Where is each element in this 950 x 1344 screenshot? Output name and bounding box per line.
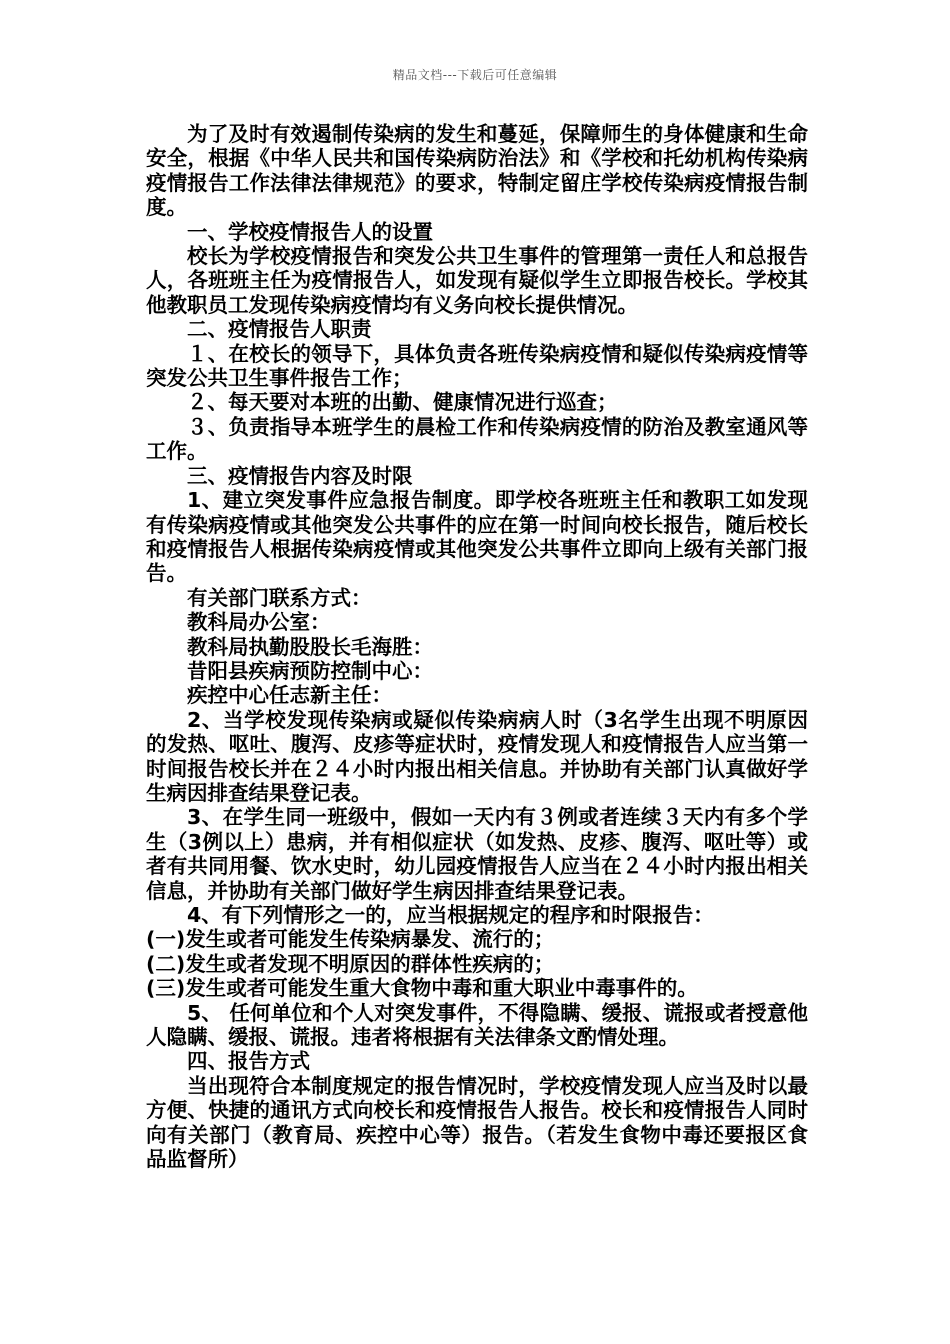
intro-paragraph: 为了及时有效遏制传染病的发生和蔓延，保障师生的身体健康和生命安全，根据《中华人民共和国传染病防治法》和《学校和托幼机构传染病疫情报告工作法律法律规范》的要求，特制定留庄学校传染病疫情报告制度。 [146, 122, 808, 220]
contact-line-duty-chief: 教科局执勤股股长毛海胜： [187, 634, 433, 659]
report-item-4: 4、有下列情形之一的，应当根据规定的程序和时限报告： [187, 903, 714, 927]
case-item-2: (二)发生或者发现不明原因的群体性疾病的； [146, 951, 555, 976]
contact-line-cdc: 昔阳县疾病预防控制中心： [187, 658, 433, 683]
case-item-1: (一)发生或者可能发生传染病暴发、流行的； [146, 927, 555, 952]
contact-line-office: 教科局办公室： [187, 610, 331, 635]
page-header: 精品文档---下载后可任意编辑 [392, 68, 558, 82]
section-heading-1: 一、学校疫情报告人的设置 [187, 219, 433, 244]
report-item-2: 2、当学校发现传染病或疑似传染病病人时（3名学生出现不明原因的发热、呕吐、腹泻、皮疹等症状时，疫情发现人和疫情报告人应当第一时间报告校长并在２４小时内报出相关信息。并协助有关部门认真做好学生病因排查结果登记表。 [146, 707, 808, 805]
contact-heading: 有关部门联系方式： [187, 585, 372, 610]
duty-item-3: ３、负责指导本班学生的晨检工作和传染病疫情的防治及教室通风等工作。 [146, 414, 808, 464]
section-heading-3: 三、疫情报告内容及时限 [187, 463, 413, 488]
document-body [146, 122, 808, 1171]
section-heading-2: 二、疫情报告人职责 [187, 317, 372, 342]
case-item-3: (三)发生或者可能发生重大食物中毒和重大职业中毒事件的。 [146, 976, 698, 1001]
report-item-5: 5、 任何单位和个人对突发事件，不得隐瞒、缓报、谎报或者授意他人隐瞒、缓报、谎报。违者将根据有关法律条文酌情处理。 [146, 1000, 808, 1050]
section-heading-4: 四、报告方式 [187, 1049, 310, 1074]
duty-item-2: ２、每天要对本班的出勤、健康情况进行巡查； [187, 390, 618, 415]
report-item-3: 3、在学生同一班级中，假如一天内有３例或者连续３天内有多个学生（3例以上）患病，并有相似症状（如发热、皮疹、腹泻、呕吐等）或者有共同用餐、饮水史时，幼儿园疫情报告人应当在２４小时内报出相关信息，并协助有关部门做好学生病因排查结果登记表。 [146, 805, 808, 903]
duty-item-1: １、在校长的领导下，具体负责各班传染病疫情和疑似传染病疫情等突发公共卫生事件报告工作； [146, 341, 808, 391]
section-4-paragraph: 当出现符合本制度规定的报告情况时，学校疫情发现人应当及时以最方便、快捷的通讯方式向校长和疫情报告人报告。校长和疫情报告人同时向有关部门（教育局、疾控中心等）报告。（若发生食物中毒还要报区食品监督所） [146, 1073, 808, 1172]
section-1-paragraph: 校长为学校疫情报告和突发公共卫生事件的管理第一责任人和总报告人，各班班主任为疫情报告人，如发现有疑似学生立即报告校长。学校其他教职员工发现传染病疫情均有义务向校长提供情况。 [146, 244, 808, 317]
report-item-1: 1、建立突发事件应急报告制度。即学校各班班主任和教职工如发现有传染病疫情或其他突发公共事件的应在第一时间向校长报告，随后校长和疫情报告人根据传染病疫情或其他突发公共事件立即向上级有关部门报告。 [146, 488, 808, 586]
contact-line-cdc-director: 疾控中心任志新主任： [187, 683, 392, 708]
